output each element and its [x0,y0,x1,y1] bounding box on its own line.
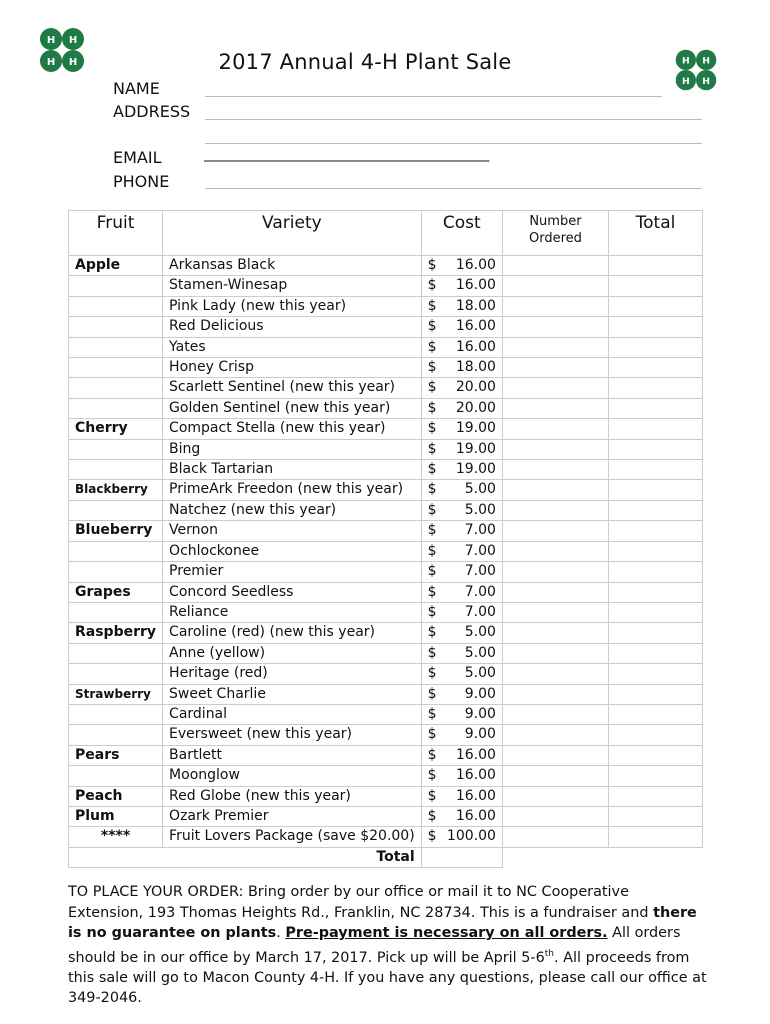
currency-symbol: $ [427,828,437,845]
currency-symbol: $ [427,563,437,580]
total-cell[interactable] [608,500,702,520]
cost-amount: 20.00 [455,399,496,416]
number-ordered-cell[interactable] [502,439,608,459]
cost-amount: 16.00 [455,277,496,294]
currency-symbol: $ [427,787,437,804]
number-ordered-cell[interactable] [502,317,608,337]
fruit-cell [69,358,163,378]
total-cell[interactable] [608,317,702,337]
variety-cell: Pink Lady (new this year) [163,296,422,316]
svg-text:H: H [702,55,711,67]
cost-cell [421,439,502,459]
currency-symbol: $ [427,603,437,620]
variety-cell: Scarlett Sentinel (new this year) [163,378,422,398]
table-row [69,602,703,622]
fruit-cell: Strawberry [69,684,163,704]
cost-amount: 19.00 [455,440,496,457]
cost-amount: 16.00 [455,746,496,763]
cost-amount: 9.00 [464,685,496,702]
currency-symbol: $ [427,338,437,355]
header-fruit: Fruit [69,211,163,256]
fruit-cell [69,398,163,418]
number-ordered-cell[interactable] [502,541,608,561]
total-cell[interactable] [608,562,702,582]
fruit-cell [69,541,163,561]
variety-cell: Yates [163,337,422,357]
fruit-cell: Apple [69,256,163,276]
currency-symbol: $ [427,685,437,702]
number-ordered-cell[interactable] [502,398,608,418]
number-ordered-cell[interactable] [502,460,608,480]
number-ordered-cell[interactable] [502,786,608,806]
table-row [69,256,703,276]
total-cost-cell [421,847,502,867]
cost-amount: 5.00 [464,644,496,661]
total-cell[interactable] [608,296,702,316]
fruit-cell [69,337,163,357]
total-cell[interactable] [608,521,702,541]
number-ordered-cell[interactable] [502,500,608,520]
cost-amount: 18.00 [455,359,496,376]
table-row [69,725,703,745]
variety-cell: Arkansas Black [163,256,422,276]
number-ordered-cell[interactable] [502,337,608,357]
number-ordered-cell[interactable] [502,296,608,316]
cost-amount: 5.00 [464,501,496,518]
table-row [69,766,703,786]
cost-cell [421,358,502,378]
number-ordered-cell[interactable] [502,480,608,500]
variety-cell: Bing [163,439,422,459]
cost-cell [421,745,502,765]
table-header-row [69,211,703,256]
cost-cell [421,296,502,316]
number-ordered-cell[interactable] [502,562,608,582]
total-cell[interactable] [608,460,702,480]
currency-symbol: $ [427,542,437,559]
address-field[interactable] [205,119,702,120]
fruit-cell: Blackberry [69,480,163,500]
currency-symbol: $ [427,379,437,396]
cost-cell [421,704,502,724]
number-ordered-cell[interactable] [502,684,608,704]
currency-symbol: $ [427,583,437,600]
cost-amount: 16.00 [455,807,496,824]
total-cell[interactable] [608,439,702,459]
total-cell[interactable] [608,643,702,663]
currency-symbol: $ [427,440,437,457]
variety-cell: Fruit Lovers Package (save $20.00) [163,827,422,847]
fruit-cell [69,602,163,622]
phone-label: PHONE [113,172,170,191]
table-row [69,745,703,765]
table-row [69,806,703,826]
total-cell[interactable] [608,256,702,276]
order-table [68,210,703,868]
address-field-line-2[interactable] [205,143,702,144]
table-row [69,276,703,296]
fruit-cell [69,439,163,459]
variety-cell: Caroline (red) (new this year) [163,623,422,643]
currency-symbol: $ [427,359,437,376]
cost-cell [421,623,502,643]
number-ordered-cell[interactable] [502,704,608,724]
cost-cell [421,256,502,276]
number-ordered-cell[interactable] [502,643,608,663]
cost-cell [421,541,502,561]
table-row [69,684,703,704]
cost-cell [421,337,502,357]
header-variety: Variety [163,211,422,256]
currency-symbol: $ [427,665,437,682]
table-row [69,786,703,806]
number-ordered-cell[interactable] [502,602,608,622]
cost-amount: 5.00 [464,665,496,682]
number-ordered-cell[interactable] [502,806,608,826]
currency-symbol: $ [427,522,437,539]
variety-cell: Heritage (red) [163,664,422,684]
fruit-cell [69,643,163,663]
total-cell[interactable] [608,378,702,398]
currency-symbol: $ [427,297,437,314]
page-title: 2017 Annual 4-H Plant Sale [218,50,512,74]
variety-cell: Red Globe (new this year) [163,786,422,806]
fruit-cell [69,562,163,582]
svg-text:H: H [681,55,690,67]
fruit-cell: Pears [69,745,163,765]
total-label: Total [69,847,422,867]
currency-symbol: $ [427,481,437,498]
cost-cell [421,276,502,296]
fruit-cell: Peach [69,786,163,806]
currency-symbol: $ [427,767,437,784]
variety-cell: Ochlockonee [163,541,422,561]
fruit-cell: Grapes [69,582,163,602]
cost-cell [421,419,502,439]
order-instructions: TO PLACE YOUR ORDER: Bring order by our office or mail it to NC Cooperative Extension, 193 Thomas Heights Rd., Franklin, NC 28734. This is a fundraiser and there is no guarantee on plants. Pre-payment is necessary on all orders. All orders should be in our office by March 17, 2017. Pick up will be April 5-6th. All proceeds from this sale will go to Macon County 4-H. If you have any questions, please call our office at 349-2046. [68,884,707,1007]
fruit-cell: Cherry [69,419,163,439]
table-row [69,337,703,357]
variety-cell: Ozark Premier [163,806,422,826]
svg-text:H: H [702,75,711,87]
variety-cell: Sweet Charlie [163,684,422,704]
variety-cell: PrimeArk Freedon (new this year) [163,480,422,500]
cost-cell [421,602,502,622]
total-cell[interactable] [608,704,702,724]
cost-cell [421,562,502,582]
table-row [69,827,703,847]
fruit-cell [69,664,163,684]
currency-symbol: $ [427,705,437,722]
table-row [69,317,703,337]
cost-cell [421,786,502,806]
fruit-cell [69,766,163,786]
number-ordered-cell[interactable] [502,664,608,684]
table-row [69,643,703,663]
variety-cell: Stamen-Winesap [163,276,422,296]
total-cell[interactable] [608,276,702,296]
phone-field[interactable] [205,188,702,189]
total-cell[interactable] [608,582,702,602]
header-total: Total [608,211,702,256]
variety-cell: Anne (yellow) [163,643,422,663]
total-cell[interactable] [608,664,702,684]
cost-cell [421,460,502,480]
total-cell[interactable] [608,766,702,786]
fruit-cell [69,378,163,398]
number-ordered-cell[interactable] [502,827,608,847]
variety-cell: Moonglow [163,766,422,786]
fruit-cell [69,276,163,296]
fruit-cell [69,725,163,745]
currency-symbol: $ [427,624,437,641]
cost-amount: 16.00 [455,318,496,335]
header-cost: Cost [421,211,502,256]
cost-amount: 19.00 [455,461,496,478]
number-ordered-cell[interactable] [502,358,608,378]
cost-cell [421,378,502,398]
cost-amount: 7.00 [464,542,496,559]
table-row [69,500,703,520]
total-cell[interactable] [608,745,702,765]
cost-cell [421,643,502,663]
address-label: ADDRESS [113,102,191,121]
email-label: EMAIL [113,148,162,167]
variety-cell: Reliance [163,602,422,622]
cost-amount: 20.00 [455,379,496,396]
variety-cell: Natchez (new this year) [163,500,422,520]
variety-cell: Concord Seedless [163,582,422,602]
currency-symbol: $ [427,257,437,273]
name-field[interactable] [205,96,662,97]
cost-cell [421,480,502,500]
currency-symbol: $ [427,644,437,661]
cost-amount: 7.00 [464,603,496,620]
number-ordered-cell[interactable] [502,256,608,276]
number-ordered-cell[interactable] [502,419,608,439]
currency-symbol: $ [427,726,437,743]
number-ordered-cell[interactable] [502,521,608,541]
cost-cell [421,317,502,337]
variety-cell: Compact Stella (new this year) [163,419,422,439]
cost-amount: 16.00 [455,767,496,784]
currency-symbol: $ [427,399,437,416]
fruit-cell [69,500,163,520]
fruit-cell: Raspberry [69,623,163,643]
currency-symbol: $ [427,501,437,518]
cost-cell [421,664,502,684]
variety-cell: Vernon [163,521,422,541]
variety-cell: Premier [163,562,422,582]
number-ordered-cell[interactable] [502,276,608,296]
total-cell[interactable] [608,541,702,561]
number-ordered-cell[interactable] [502,582,608,602]
variety-cell: Golden Sentinel (new this year) [163,398,422,418]
cost-cell [421,500,502,520]
table-row [69,419,703,439]
total-cell[interactable] [608,358,702,378]
cost-amount: 16.00 [455,787,496,804]
cost-cell [421,398,502,418]
variety-cell: Eversweet (new this year) [163,725,422,745]
cost-cell [421,827,502,847]
cost-amount: 7.00 [464,563,496,580]
table-row [69,521,703,541]
number-ordered-cell[interactable] [502,623,608,643]
table-row [69,460,703,480]
table-row [69,541,703,561]
currency-symbol: $ [427,420,437,437]
svg-text:H: H [68,35,78,46]
cost-cell [421,806,502,826]
table-row [69,480,703,500]
table-row [69,439,703,459]
currency-symbol: $ [427,746,437,763]
table-row [69,623,703,643]
total-cell[interactable] [608,684,702,704]
variety-cell: Bartlett [163,745,422,765]
fruit-cell [69,317,163,337]
fruit-cell [69,296,163,316]
cost-amount: 5.00 [464,481,496,498]
cost-amount: 16.00 [455,338,496,355]
variety-cell: Cardinal [163,704,422,724]
currency-symbol: $ [427,461,437,478]
name-label: NAME [113,79,160,98]
cost-amount: 9.00 [464,705,496,722]
cost-amount: 16.00 [455,257,496,273]
variety-cell: Black Tartarian [163,460,422,480]
table-row [69,358,703,378]
table-total-row [69,847,703,867]
cost-amount: 7.00 [464,522,496,539]
total-cell[interactable] [608,827,702,847]
total-cell[interactable] [608,480,702,500]
cost-amount: 18.00 [455,297,496,314]
fruit-cell [69,460,163,480]
svg-text:H: H [46,35,56,46]
cost-cell [421,766,502,786]
number-ordered-cell[interactable] [502,766,608,786]
table-row [69,704,703,724]
cost-amount: 5.00 [464,624,496,641]
cost-cell [421,582,502,602]
header-number-ordered: Number Ordered [502,211,608,256]
cost-amount: 19.00 [455,420,496,437]
table-row [69,398,703,418]
total-cell[interactable] [608,337,702,357]
cost-cell [421,521,502,541]
cost-amount: 7.00 [464,583,496,600]
cost-amount: 100.00 [446,828,496,845]
fruit-cell [69,704,163,724]
svg-text:H: H [68,57,78,68]
currency-symbol: $ [427,277,437,294]
email-field[interactable]: _________________________________________________ [204,146,489,162]
currency-symbol: $ [427,318,437,335]
total-cell[interactable] [608,725,702,745]
total-cell[interactable] [608,623,702,643]
fruit-cell: Plum [69,806,163,826]
currency-symbol: $ [427,807,437,824]
svg-text:H: H [681,75,690,87]
svg-text:H: H [46,57,56,68]
total-cell[interactable] [608,398,702,418]
number-ordered-cell[interactable] [502,725,608,745]
variety-cell: Honey Crisp [163,358,422,378]
total-cell[interactable] [608,419,702,439]
cost-amount: 9.00 [464,726,496,743]
table-row [69,582,703,602]
table-row [69,664,703,684]
table-row [69,378,703,398]
number-ordered-cell[interactable] [502,745,608,765]
table-row [69,296,703,316]
number-ordered-cell[interactable] [502,378,608,398]
variety-cell: Red Delicious [163,317,422,337]
table-row [69,562,703,582]
fruit-cell: Blueberry [69,521,163,541]
cost-cell [421,684,502,704]
fruit-cell: **** [69,827,163,847]
total-cell[interactable] [608,602,702,622]
total-cell[interactable] [608,786,702,806]
cost-cell [421,725,502,745]
total-cell[interactable] [608,806,702,826]
